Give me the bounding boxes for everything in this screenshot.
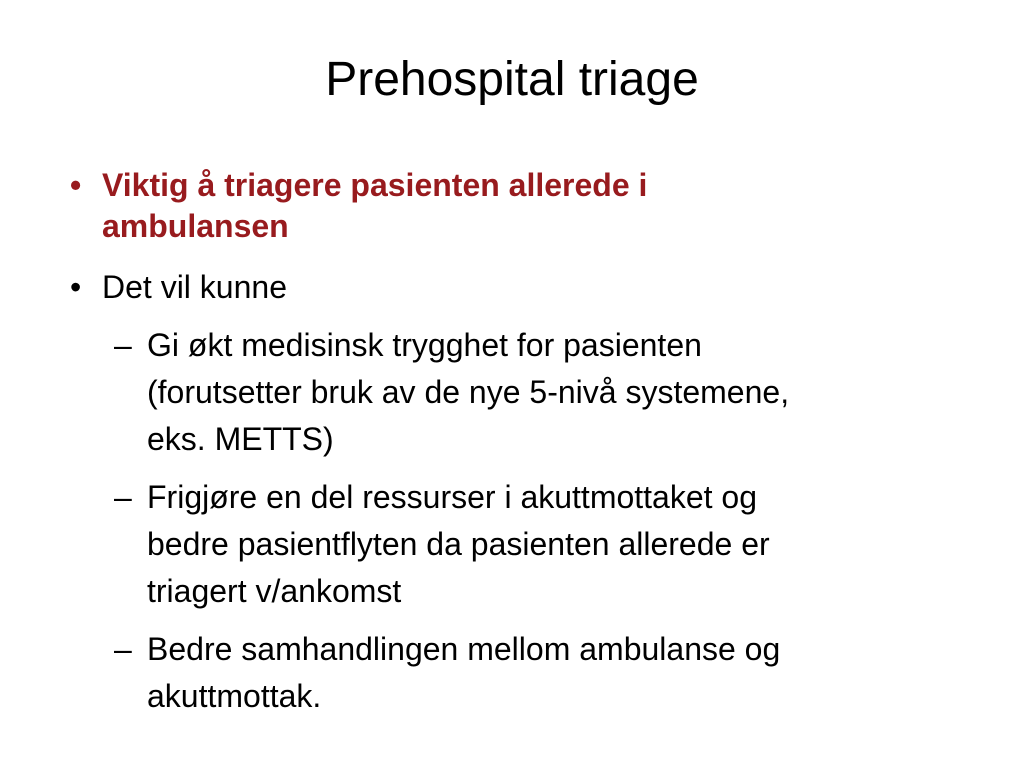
- sub-bullet-text-line: Gi økt medisinsk trygghet for pasienten: [147, 327, 702, 363]
- sub-bullet-text-line: (forutsetter bruk av de nye 5-nivå systemene,: [147, 374, 790, 410]
- sub-bullet-marker: –: [114, 479, 132, 515]
- sub-bullet-marker: –: [114, 327, 132, 363]
- bullet-marker: •: [70, 269, 82, 305]
- bullet-text-line: Det vil kunne: [102, 269, 287, 305]
- bullet-text-line: Viktig å triagere pasienten allerede i: [102, 167, 648, 203]
- sub-bullet-marker: –: [114, 631, 132, 667]
- bullet-text-line: ambulansen: [102, 208, 289, 244]
- slide-title: Prehospital triage: [325, 53, 699, 106]
- sub-bullet-text-line: akuttmottak.: [147, 678, 322, 714]
- sub-bullet-text-line: Bedre samhandlingen mellom ambulanse og: [147, 631, 781, 667]
- bullet-marker: •: [70, 167, 82, 203]
- sub-bullet-text-line: eks. METTS): [147, 421, 334, 457]
- sub-bullet-text-line: triagert v/ankomst: [147, 573, 402, 609]
- sub-bullet-text-line: Frigjøre en del ressurser i akuttmottaket og: [147, 479, 758, 515]
- sub-bullet-text-line: bedre pasientflyten da pasienten allerede er: [147, 526, 770, 562]
